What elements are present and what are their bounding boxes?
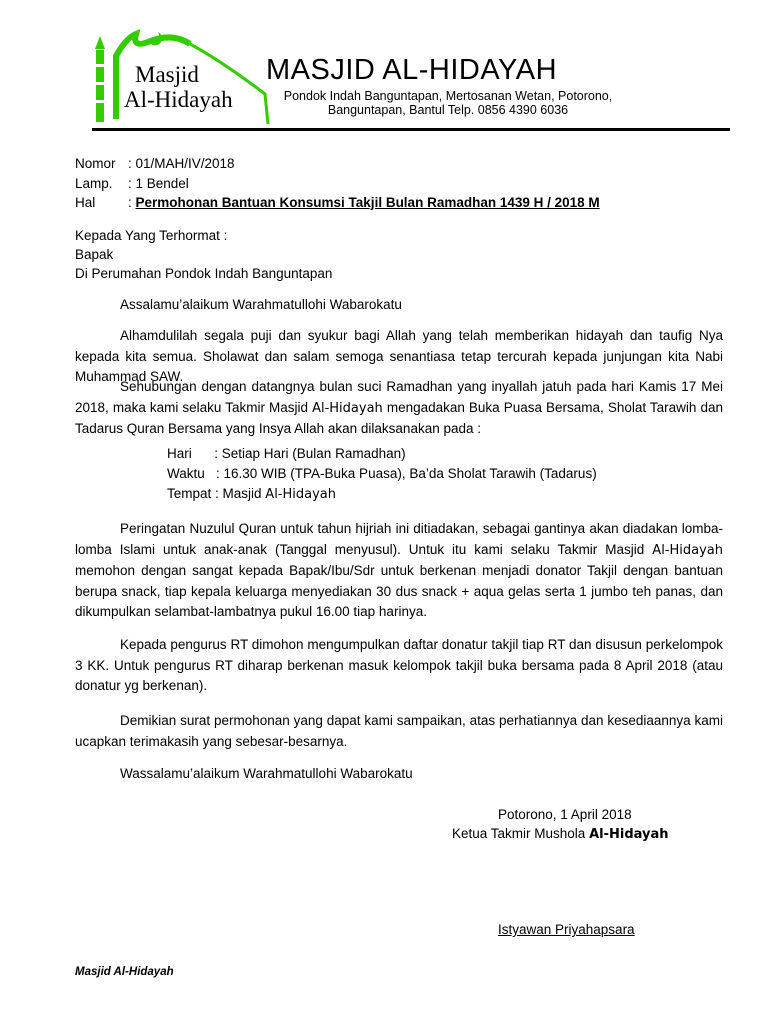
paragraph-1: Alhamdulilah segala puji dan syukur bagi Allah yang telah memberikan hidayah dan taufig Nya kepada kita semua. Sholawat dan salam semoga senantiasa tetap tercurah kepada junjungan kita Nabi Muhammad SAW. [75,328,723,384]
schedule-tempat [167,486,336,502]
paragraph-2 [75,377,723,440]
nomor-label: Nomor [75,156,116,171]
address-line-2: Banguntapan, Bantul Telp. 0856 4390 6036 [327,103,569,117]
paragraph-2-name: Al-Hidayah [312,400,383,416]
hal-colon: : [128,195,132,210]
hal-label: Hal [75,195,96,210]
paragraph-2-text-b: mengadakan Buka Puasa Bersama, Sholat Tarawih dan Tadarus Quran Bersama yang Insya Allah akan dilaksanakan pada : [75,399,724,436]
paragraph-3-name: Al-Hidayah [652,542,723,558]
address-line-1: Pondok Indah Banguntapan, Mertosanan Wetan, Potorono, [283,89,613,103]
paragraph-3 [75,519,723,623]
signature-place-date: Potorono, 1 April 2018 [498,807,632,822]
header-divider [92,128,730,131]
signature-role-name: Al-Hidayah [589,827,669,842]
lamp-label: Lamp. [75,176,113,191]
paragraph-5: Demikian surat permohonan yang dapat kami sampaikan, atas perhatiannya dan kesediaannya kami ucapkan terimakasih yang sebesar-besarnya. [75,713,723,749]
closing: Wassalamu’alaikum Warahmatullohi Wabarokatu [120,766,413,781]
schedule-waktu: Waktu : 16.30 WIB (TPA-Buka Puasa), Ba’da Sholat Tarawih (Tadarus) [167,466,597,481]
signature-role [452,826,669,842]
lamp-value: : 1 Bendel [128,176,189,191]
org-title: MASJID AL-HIDAYAH [266,54,558,86]
hal-line [128,195,600,210]
hal-subject: Permohonan Bantuan Konsumsi Takjil Bulan Ramadhan 1439 H / 2018 M [135,195,600,210]
logo-text-line1: Masjid [135,62,199,87]
paragraph-4: Kepada pengurus RT dimohon mengumpulkan daftar donatur takjil tiap RT dan disusun perkelompok 3 KK. Untuk pengurus RT diharap berkenan masuk kelompok takjil buka bersama pada 8 April 2018 (atau donatur yg berkenan). [75,637,723,693]
paragraph-3-text-a: Peringatan Nuzulul Quran untuk tahun hijriah ini ditiadakan, sebagai gantinya akan diadakan lomba-lomba Islami untuk anak-anak (Tanggal menyusul). Untuk itu kami selaku Takmir Masjid [75,521,723,557]
recipient-line-1: Kepada Yang Terhormat : [75,228,228,243]
footer-text: Masjid Al-Hidayah [75,966,174,978]
signature-name: Istyawan Priyahapsara [498,922,635,937]
recipient-line-3: Di Perumahan Pondok Indah Banguntapan [75,266,333,281]
schedule-tempat-name: Al-Hidayah [265,487,336,502]
paragraph-3-text-b: memohon dengan sangat kepada Bapak/Ibu/Sdr untuk berkenan menjadi donator Takjil dengan bantuan berupa snack, tiap kepala keluarga menyediakan 30 dus snack + aqua gelas serta 1 jumbo teh panas, dan dikumpulkan selambat-lambatnya pukul 16.00 tiap harinya. [75,563,723,619]
signature-role-title: Ketua Takmir Mushola [452,826,590,841]
schedule-tempat-prefix: Tempat : Masjid [167,486,266,501]
paragraph-2-text-a: Sehubungan dengan datangnya bulan suci Ramadhan yang inyallah jatuh pada hari Kamis 17 Mei 2018, maka kami selaku Takmir Masjid [75,379,723,415]
nomor-value: : 01/MAH/IV/2018 [128,156,235,171]
schedule-hari: Hari : Setiap Hari (Bulan Ramadhan) [167,446,406,461]
logo-text-line2: Al-Hidayah [124,87,233,112]
recipient-line-2: Bapak [75,247,114,262]
greeting: Assalamu’alaikum Warahmatullohi Wabarokatu [120,297,402,312]
